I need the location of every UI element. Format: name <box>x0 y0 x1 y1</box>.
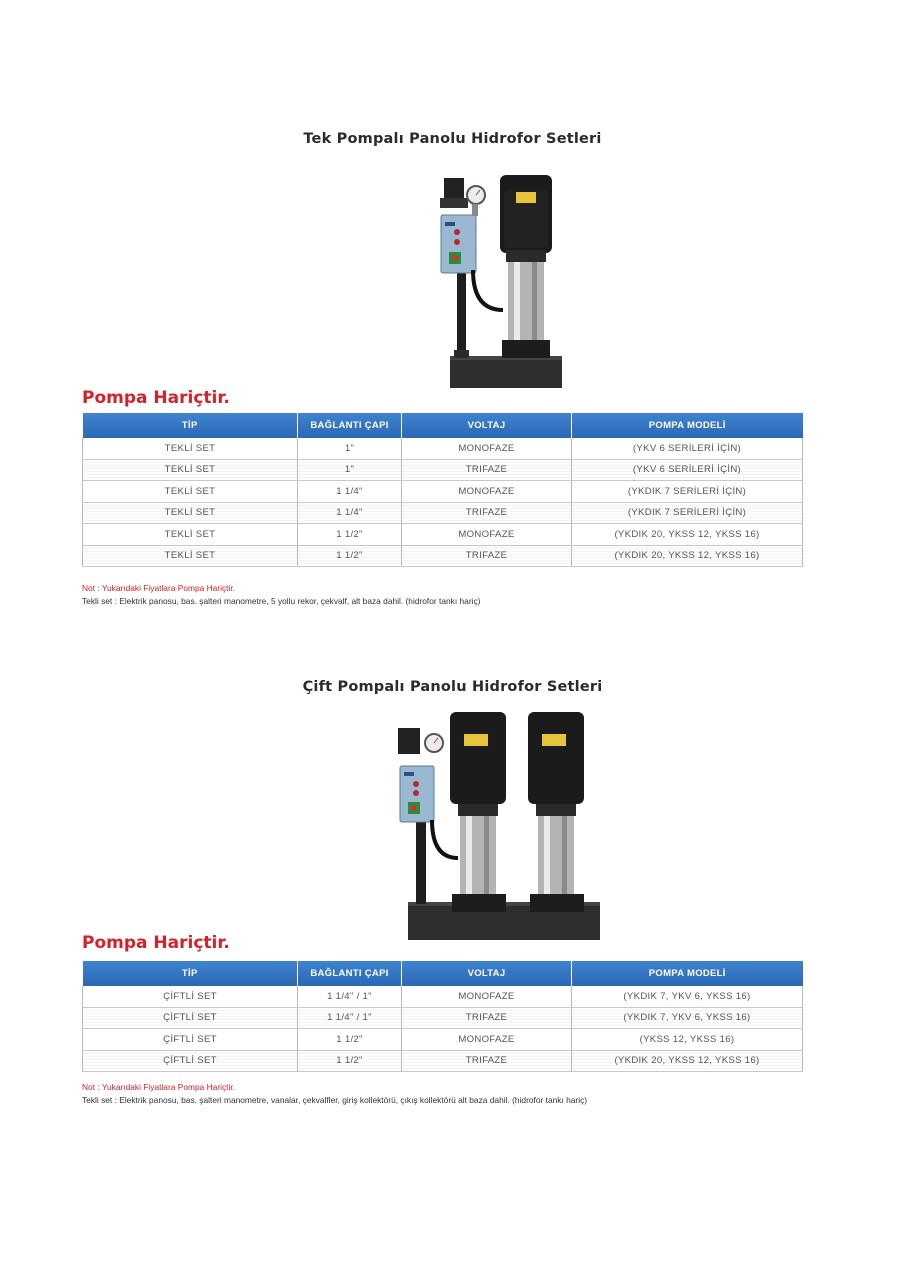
cell-baglanti: 1 1/2" <box>298 545 402 567</box>
header-tip: TİP <box>83 413 298 438</box>
cell-model: (YKV 6 SERİLERİ İÇİN) <box>572 459 803 481</box>
table-row <box>83 502 803 524</box>
pompa-haric-label-1: Pompa Hariçtir. <box>82 388 230 408</box>
cell-tip: TEKLİ SET <box>83 481 298 503</box>
table-row <box>83 438 803 459</box>
header-tip: TİP <box>83 961 298 986</box>
header-voltaj: VOLTAJ <box>402 961 572 986</box>
table-row <box>83 459 803 481</box>
cell-tip: TEKLİ SET <box>83 502 298 524</box>
cell-tip: ÇİFTLİ SET <box>83 986 298 1007</box>
cell-tip: TEKLİ SET <box>83 524 298 546</box>
single-set-table <box>82 413 803 567</box>
cell-voltaj: MONOFAZE <box>402 438 572 459</box>
cell-voltaj: MONOFAZE <box>402 481 572 503</box>
table-row <box>83 986 803 1007</box>
cell-tip: TEKLİ SET <box>83 459 298 481</box>
cell-voltaj: MONOFAZE <box>402 1029 572 1051</box>
cell-voltaj: MONOFAZE <box>402 524 572 546</box>
cell-baglanti: 1" <box>298 438 402 459</box>
cell-baglanti: 1 1/4" / 1" <box>298 1007 402 1029</box>
cell-voltaj: TRIFAZE <box>402 459 572 481</box>
table-row <box>83 545 803 567</box>
cell-model: (YKDIK 20, YKSS 12, YKSS 16) <box>572 524 803 546</box>
cell-model: (YKDIK 7, YKV 6, YKSS 16) <box>572 986 803 1007</box>
cell-tip: ÇİFTLİ SET <box>83 1007 298 1029</box>
table-header-row <box>83 413 803 438</box>
table-row <box>83 1050 803 1072</box>
single-pump-set-image <box>428 170 563 390</box>
section-1-title: Tek Pompalı Panolu Hidrofor Setleri <box>303 131 602 147</box>
note-red-2: Not : Yukarıdaki Fiyatlara Pompa Hariçtir. <box>82 1082 235 1092</box>
cell-tip: ÇİFTLİ SET <box>83 1029 298 1051</box>
header-baglanti: BAĞLANTI ÇAPI <box>298 413 402 438</box>
cell-tip: TEKLİ SET <box>83 438 298 459</box>
cell-voltaj: TRIFAZE <box>402 502 572 524</box>
cell-voltaj: MONOFAZE <box>402 986 572 1007</box>
cell-baglanti: 1 1/2" <box>298 524 402 546</box>
table-row <box>83 1007 803 1029</box>
table-row <box>83 1029 803 1051</box>
cell-model: (YKV 6 SERİLERİ İÇİN) <box>572 438 803 459</box>
note-dark-1: Tekli set : Elektrik panosu, bas. şalteri manometre, 5 yollu rekor, çekvalf, alt baza dahil. (hidrofor tankı hariç) <box>82 596 481 606</box>
cell-tip: ÇİFTLİ SET <box>83 1050 298 1072</box>
header-pompa-modeli: POMPA MODELİ <box>572 961 803 986</box>
cell-voltaj: TRIFAZE <box>402 545 572 567</box>
cell-baglanti: 1 1/4" <box>298 502 402 524</box>
cell-baglanti: 1 1/2" <box>298 1050 402 1072</box>
cell-baglanti: 1 1/4" <box>298 481 402 503</box>
cell-model: (YKDIK 7 SERİLERİ İÇİN) <box>572 481 803 503</box>
table-row <box>83 481 803 503</box>
note-red-1: Not : Yukarıdaki Fiyatlara Pompa Hariçtir. <box>82 583 235 593</box>
cell-model: (YKDIK 20, YKSS 12, YKSS 16) <box>572 1050 803 1072</box>
cell-voltaj: TRIFAZE <box>402 1007 572 1029</box>
cell-baglanti: 1 1/4" / 1" <box>298 986 402 1007</box>
double-set-table <box>82 961 803 1072</box>
cell-model: (YKDIK 20, YKSS 12, YKSS 16) <box>572 545 803 567</box>
note-dark-2: Tekli set : Elektrik panosu, bas. şalteri manometre, vanalar, çekvalfler, giriş kollektörü, çıkış kollektörü alt baza dahil. (hidrofor tankı hariç) <box>82 1095 588 1105</box>
cell-baglanti: 1 1/2" <box>298 1029 402 1051</box>
cell-model: (YKDIK 7, YKV 6, YKSS 16) <box>572 1007 803 1029</box>
cell-tip: TEKLİ SET <box>83 545 298 567</box>
section-2-title: Çift Pompalı Panolu Hidrofor Setleri <box>302 679 603 695</box>
table-header-row <box>83 961 803 986</box>
cell-voltaj: TRIFAZE <box>402 1050 572 1072</box>
double-pump-set-image <box>388 708 602 944</box>
cell-baglanti: 1" <box>298 459 402 481</box>
cell-model: (YKDIK 7 SERİLERİ İÇİN) <box>572 502 803 524</box>
header-baglanti: BAĞLANTI ÇAPI <box>298 961 402 986</box>
header-voltaj: VOLTAJ <box>402 413 572 438</box>
pompa-haric-label-2: Pompa Hariçtir. <box>82 933 230 953</box>
table-row <box>83 524 803 546</box>
header-pompa-modeli: POMPA MODELİ <box>572 413 803 438</box>
cell-model: (YKSS 12, YKSS 16) <box>572 1029 803 1051</box>
